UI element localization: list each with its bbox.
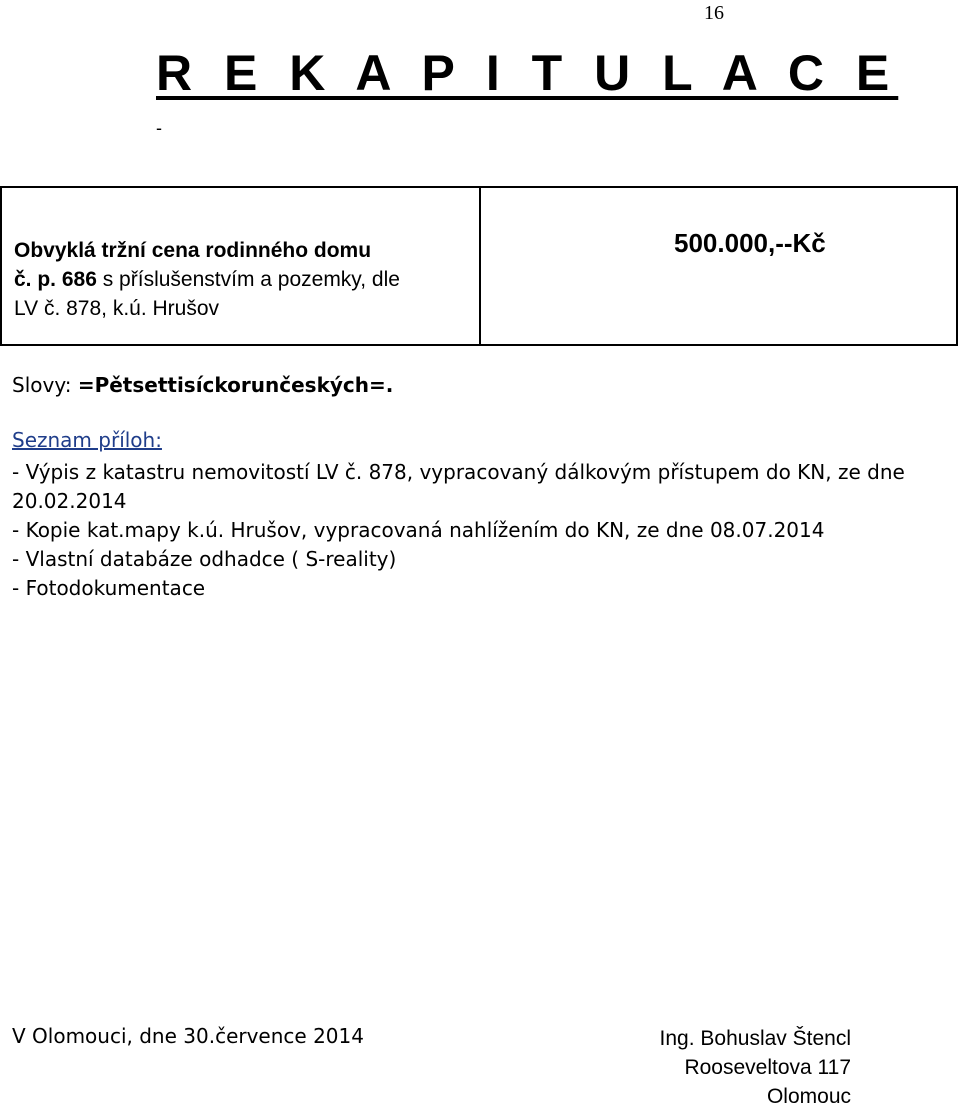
- list-item: - Vlastní databáze odhadce ( S-reality): [12, 547, 397, 571]
- valuation-label-line2: [14, 265, 479, 294]
- title-dash: -: [156, 118, 162, 138]
- signer-city: Olomouc: [766, 1085, 851, 1108]
- valuation-label-cell: [2, 188, 481, 344]
- signer-name: Ing. Bohuslav Štencl: [659, 1027, 851, 1050]
- amount-in-words: [12, 373, 393, 397]
- attachments-heading: Seznam příloh:: [12, 428, 162, 452]
- list-item: - Výpis z katastru nemovitostí LV č. 878, vypracovaný dálkovým přístupem do KN, ze dne: [12, 460, 905, 484]
- valuation-table: [0, 186, 958, 346]
- page-number: 16: [704, 2, 724, 24]
- signature-block: [636, 1024, 851, 1111]
- list-item: - Kopie kat.mapy k.ú. Hrušov, vypracovaná nahlížením do KN, ze dne 08.07.2014: [12, 518, 825, 542]
- words-prefix: Slovy:: [12, 373, 78, 397]
- list-item: 20.02.2014: [12, 489, 127, 513]
- valuation-label-rest: s příslušenstvím a pozemky, dle: [96, 268, 400, 291]
- valuation-label-line1: [14, 236, 479, 265]
- words-value: =Pětsettisíckorunčeských=.: [77, 373, 394, 397]
- valuation-label-line3: LV č. 878, k.ú. Hrušov: [14, 297, 220, 320]
- signer-street: Rooseveltova 117: [684, 1056, 851, 1079]
- valuation-amount: 500.000,--Kč: [674, 228, 826, 258]
- attachments-list: [12, 458, 952, 603]
- house-number: č. p. 686: [14, 268, 97, 291]
- document-title: R E K A P I T U L A C E: [156, 45, 899, 101]
- valuation-label-bold: Obvyklá tržní cena rodinného domu: [14, 239, 372, 262]
- list-item: - Fotodokumentace: [12, 576, 206, 600]
- place-and-date: V Olomouci, dne 30.července 2014: [12, 1024, 364, 1048]
